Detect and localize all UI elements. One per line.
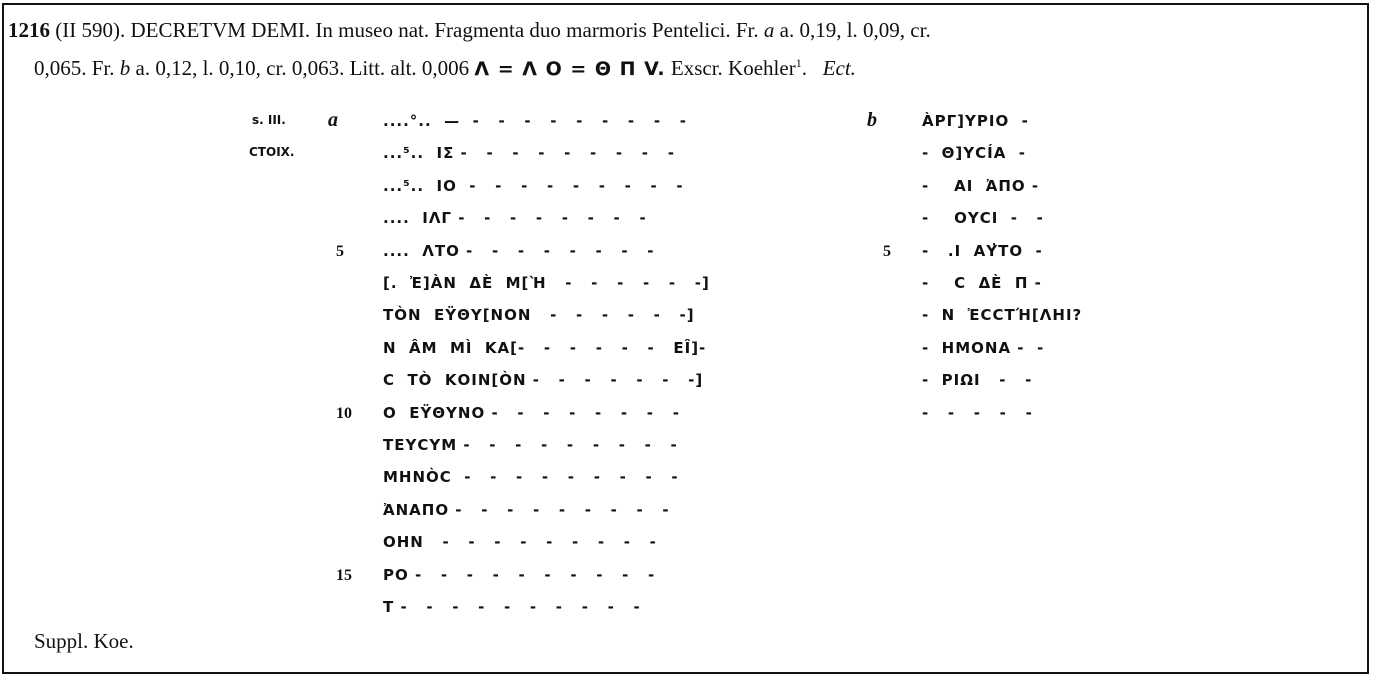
fragment-b-label: b	[867, 109, 877, 131]
line-number: 5	[883, 242, 891, 260]
inscription-line: - ΟΥCΙ - -	[922, 209, 1044, 228]
inscription-line: .... ΛΤΟ - - - - - - - -	[383, 241, 655, 260]
inscription-line: ÀΡΓ]ΥΡΙΟ -	[922, 112, 1029, 130]
inscription-line: Τ - - - - - - - - - -	[383, 598, 641, 616]
inscription-line: ΟΗΝ - - - - - - - - -	[383, 533, 657, 552]
header-title: (II 590). DECRETVM DEMI. In museo nat. Fragmenta duo marmoris Pentelici. Fr.	[50, 18, 764, 42]
period: .	[801, 56, 807, 80]
footnote-marker: 1	[795, 56, 802, 70]
inscription-line: ἈΝΑΠΟ - - - - - - - - -	[383, 500, 670, 519]
inscription-line: - Ν ἘCCΤΉ[ΛΗΙ?	[922, 306, 1083, 325]
inscription-line: .... ΙΛΓ - - - - - - - -	[383, 209, 647, 228]
inscription-line: - ΗΜΟΝΑ - -	[922, 338, 1045, 357]
fragment-b-dimensions: a. 0,12, l. 0,10, cr. 0,063. Litt. alt. 0,006	[130, 56, 475, 80]
inscription-line: ΜΗΝÒC - - - - - - - - -	[383, 468, 679, 487]
inscription-line: - - - - -	[922, 403, 1033, 422]
inscription-line: - ΑΙ ἈΠΟ -	[922, 176, 1040, 195]
letter-forms: Λ = Λ Ο = Θ Π V.	[474, 58, 666, 80]
inscription-line: - Θ]ΥCÍΑ -	[922, 144, 1027, 163]
stoichedon-note: CTOIX.	[249, 145, 295, 159]
century-note: s. III.	[252, 113, 286, 127]
inscription-line: - .Ι ΑΥ̓ΤΟ -	[922, 241, 1043, 260]
inscription-line: ....°.. — - - - - - - - - -	[383, 112, 687, 130]
transcriber: Exscr. Koehler	[665, 56, 796, 80]
inscription-line: ΡΟ - - - - - - - - - -	[383, 565, 656, 584]
inscription-line: Ο ΕΫΘΥΝΟ - - - - - - - -	[383, 403, 680, 422]
supplement-note: Suppl. Koe.	[34, 629, 134, 653]
fragment-a-ref: a	[763, 18, 775, 42]
fragment-a-depth: 0,065. Fr.	[34, 56, 120, 80]
line-number: 10	[336, 404, 352, 422]
inscription-line: ...⁵.. ΙΟ - - - - - - - - -	[383, 176, 684, 195]
inscription-line: - ΡΙΩΙ - -	[922, 371, 1033, 390]
fragment-a-label: a	[328, 109, 338, 131]
inscription-number: 1216	[8, 18, 50, 42]
edition-abbrev: Ect.	[822, 56, 856, 80]
inscription-line: - C ΔÈ Π -	[922, 274, 1042, 292]
header-line-1	[8, 18, 931, 42]
inscription-line: ΤΕΥCΥΜ - - - - - - - - -	[383, 436, 678, 454]
inscription-line: C ΤÒ ΚΟΙΝ[ÒΝ - - - - - - -]	[383, 371, 704, 390]
inscription-line: ΤÒΝ ΕΫΘΥ[ΝΟΝ - - - - - -]	[383, 306, 695, 325]
fragment-b-ref: b	[119, 56, 131, 80]
line-number: 5	[336, 242, 344, 260]
fragment-a-dimensions: a. 0,19, l. 0,09, cr.	[774, 18, 931, 42]
inscription-line: ...⁵.. ΙΣ - - - - - - - - -	[383, 144, 675, 163]
inscription-line: Ν ÂΜ ΜÌ ΚΑ[- - - - - - ΕÎ]-	[383, 338, 707, 357]
inscription-line: [. Ἐ]ÀΝ ΔÈ Μ[Ὴ - - - - - -]	[383, 274, 710, 292]
line-number: 15	[336, 566, 352, 584]
header-line-2	[34, 51, 856, 81]
